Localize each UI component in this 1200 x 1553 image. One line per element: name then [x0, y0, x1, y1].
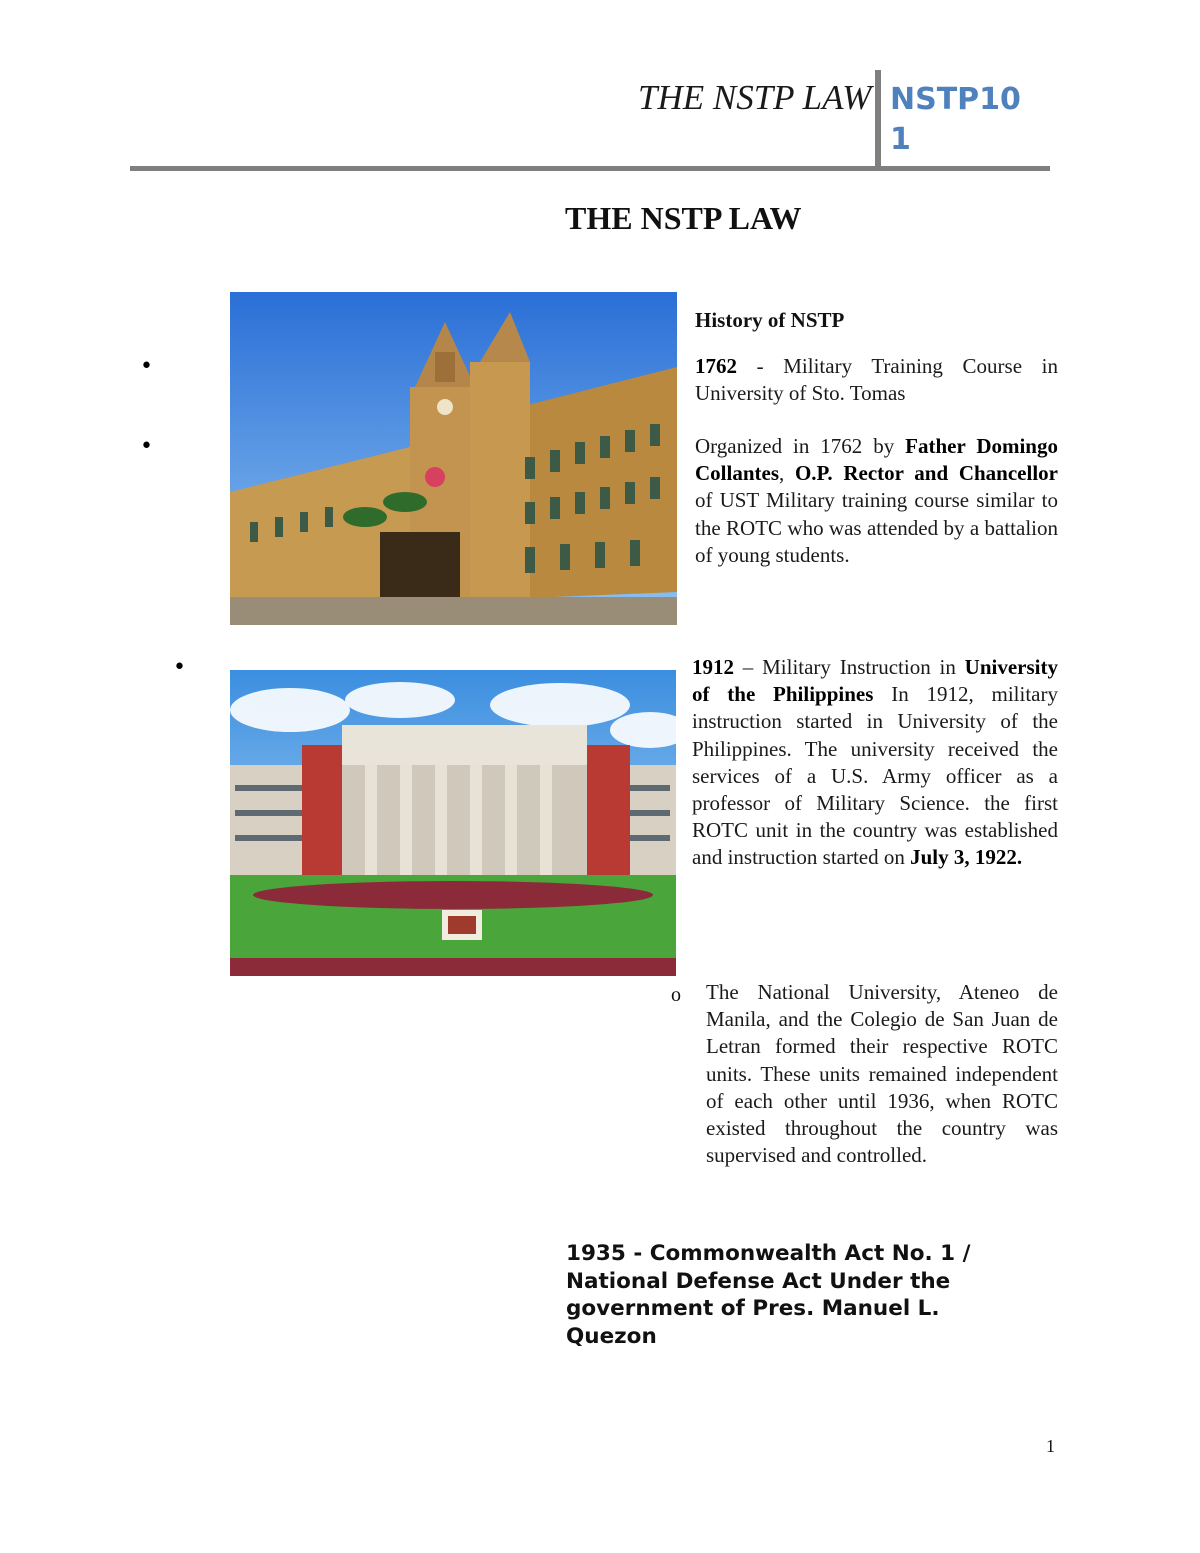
entry-1762-text: - Military Training Course in University of Sto. Tomas	[695, 354, 1058, 406]
organized-mid: ,	[779, 461, 795, 486]
entry-1912-dash: – Military Instruction in	[734, 655, 965, 679]
entry-1912-university: University of the Philippines	[692, 655, 1058, 707]
header-divider-vertical	[875, 70, 881, 168]
up-building-photo	[230, 670, 676, 976]
entry-1762-year: 1762	[695, 354, 737, 378]
organized-founder: Father Domingo Collantes	[695, 434, 1058, 486]
rotc-units-paragraph: The National University, Ateneo de Manila, and the Colegio de San Juan de Letran formed their respective ROTC units. These units remained independent of each other until 1936, when ROTC existed throughout the country was supervised and controlled.	[706, 980, 1058, 1168]
document-title: THE NSTP LAW	[565, 200, 802, 236]
commonwealth-act-heading: 1935 - Commonwealth Act No. 1 / National Defense Act Under the government of Pres. Manuel L. Quezon	[566, 1241, 971, 1349]
running-header-title: THE NSTP LAW	[638, 78, 872, 117]
organized-tail: of UST Military training course similar to the ROTC who was attended by a battalion of young students.	[695, 488, 1058, 567]
course-code: NSTP101	[890, 82, 1021, 157]
header-rule	[130, 166, 1050, 171]
entry-1912-body: In 1912, military instruction started in University of the Philippines. The university received the services of a U.S. Army officer as a professor of Military Science. the first ROTC unit in the country was established and instruction started on	[692, 682, 1058, 870]
entry-1912-year: 1912	[692, 655, 734, 679]
entry-1762	[695, 353, 1058, 407]
bullet-1912: •	[173, 655, 186, 680]
organized-title: O.P. Rector and Chancellor	[794, 461, 1058, 486]
sub-bullet-marker: o	[671, 984, 681, 1006]
organized-paragraph	[695, 433, 1058, 569]
ust-building-photo	[230, 292, 677, 625]
page-number: 1	[1046, 1436, 1055, 1456]
organized-lead: Organized in 1762 by	[695, 434, 906, 458]
bullet-organized: •	[140, 434, 153, 459]
bullet-1762: •	[140, 354, 153, 379]
entry-1912-date: July 3, 1922.	[910, 845, 1023, 870]
entry-1912	[692, 654, 1058, 872]
history-heading: History of NSTP	[695, 308, 845, 332]
